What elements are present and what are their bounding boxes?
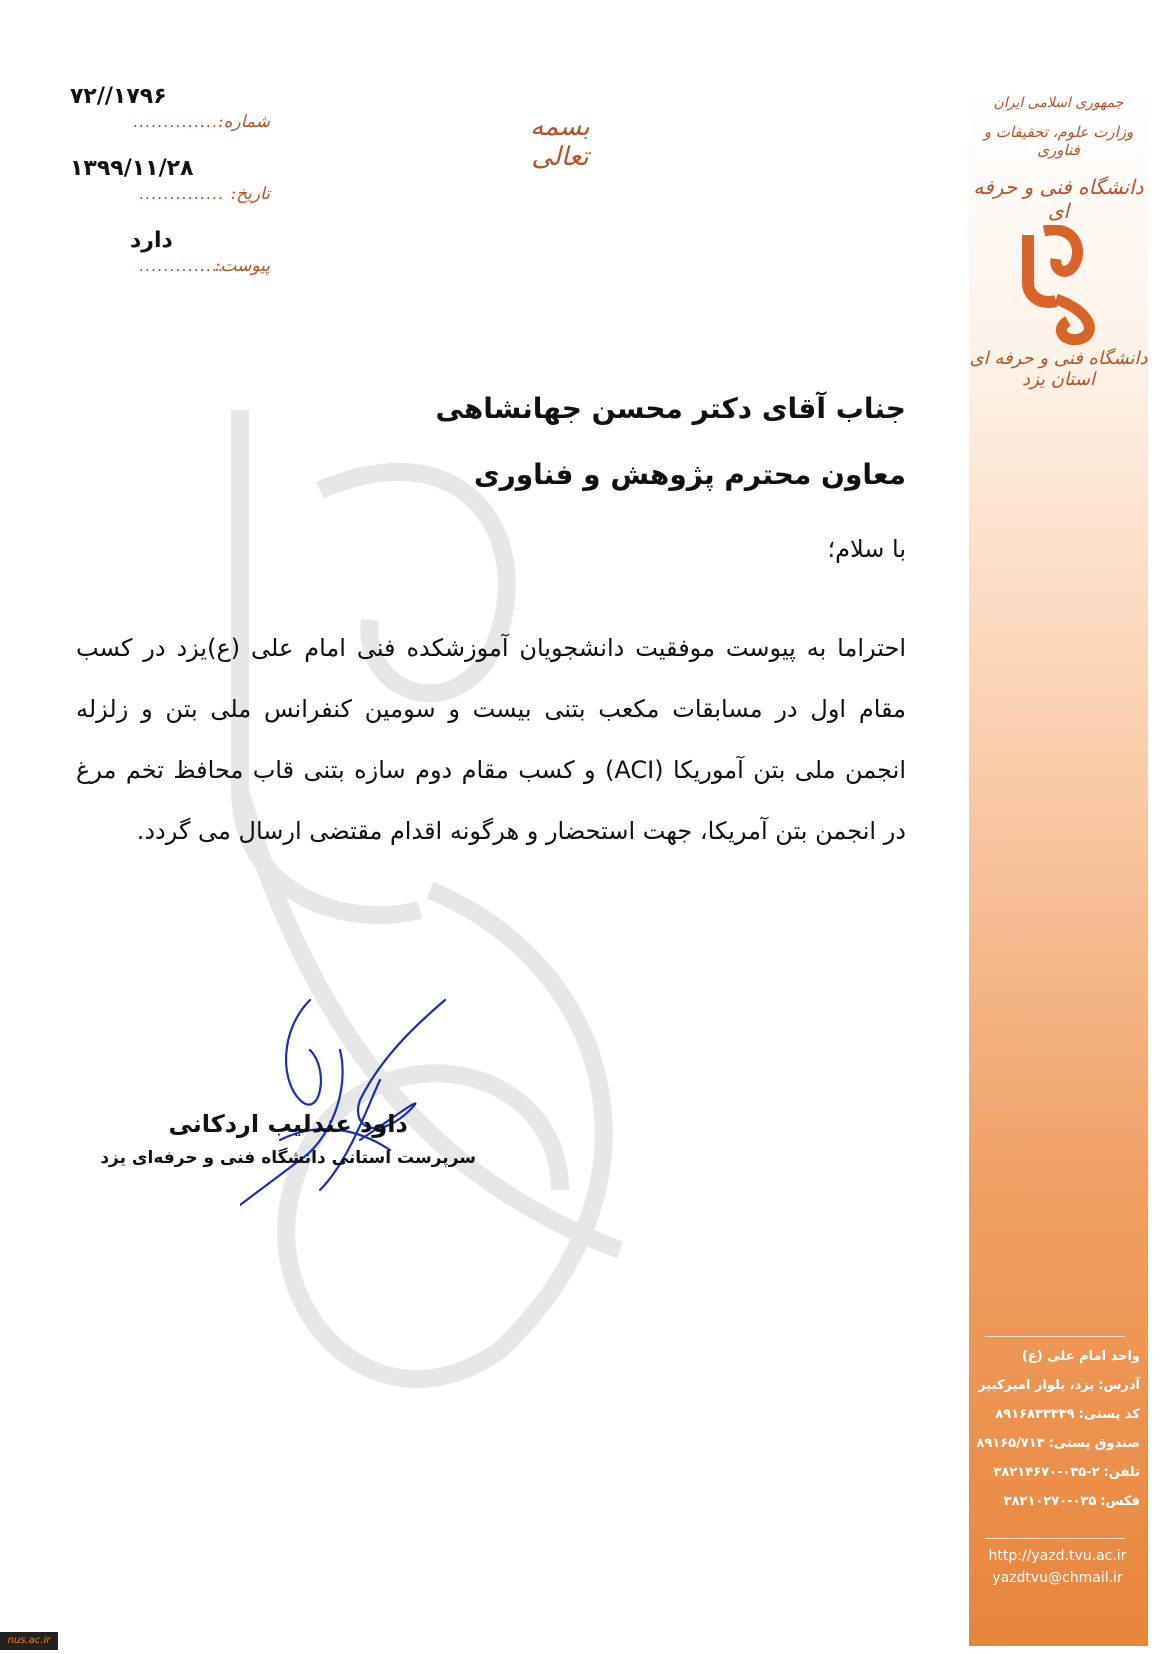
greeting: با سلام؛ (827, 535, 906, 563)
meta-date: تاریخ: .............. ۱۳۹۹/۱۱/۲۸ (70, 156, 270, 204)
recipient-name: جناب آقای دکتر محسن جهانشاهی (435, 392, 906, 425)
contact-pobox: صندوق پستی:۸۹۱۶۵/۷۱۳ (976, 1436, 1140, 1451)
letter-attachment: دارد (130, 228, 173, 253)
recipient-block (435, 376, 906, 508)
contact-block (975, 1342, 1140, 1516)
contact-fax: فکس:۰۳۵-۳۸۲۱۰۲۷۰ (1003, 1494, 1140, 1509)
website-link[interactable]: http://yazd.tvu.ac.ir (988, 1548, 1127, 1564)
letter-meta (60, 82, 270, 298)
university-province: دانشگاه فنی و حرفه ای استان یزد (969, 348, 1148, 390)
ministry-line2: وزارت علوم، تحقیقات و فناوری (983, 123, 1134, 159)
watermark-logo-icon (200, 370, 700, 1430)
web-block (975, 1545, 1140, 1589)
contact-phone: تلفن:۲-۰۳۵-۳۸۲۱۴۶۷۰ (993, 1465, 1140, 1480)
contact-divider (985, 1336, 1125, 1337)
letterhead-block (969, 95, 1148, 223)
letter-body: احتراما به پیوست موفقیت دانشجویان آموزشکده فنی امام علی (ع)یزد در کسب مقام اول در مسابقات مکعب بتنی بیست و سومین کنفرانس ملی بتن و زلزله انجمن ملی بتن آموریکا (ACI) و کسب مقام دوم سازه بتنی قاب محافظ تخم مرغ در انجمن بتن آمریکا، جهت استحضار و هرگونه اقدام مقتضی ارسال می گردد. (76, 634, 907, 845)
contact-address: آدرس:یزد، بلوار امیرکبیر (978, 1378, 1140, 1393)
email-link[interactable]: yazdtvu@chmail.ir (992, 1570, 1123, 1586)
web-divider (985, 1538, 1125, 1539)
basmala: بسمه تعالی (530, 112, 590, 172)
letter-number: ۷۲//۱۷۹۶ (70, 84, 167, 109)
ministry-line1: جمهوری اسلامی ایران (993, 95, 1124, 111)
signer-title: سرپرست استانی دانشگاه فنی و حرفه‌ای یزد (100, 1148, 476, 1168)
footer-badge: nus.ac.ir (0, 1632, 58, 1650)
signer-name: داود عندلیب اردکانی (168, 1110, 408, 1138)
letter-date: ۱۳۹۹/۱۱/۲۸ (70, 156, 194, 181)
recipient-title: معاون محترم پژوهش و فناوری (473, 458, 906, 491)
university-logo-icon (1020, 225, 1100, 345)
contact-unit: واحد امام علی (ع) (1021, 1349, 1140, 1364)
handwritten-signature (240, 990, 480, 1210)
signer-block (100, 1110, 476, 1168)
contact-postal: کد پستی:۸۹۱۶۸۳۳۳۳۹ (995, 1407, 1140, 1422)
university-name: دانشگاه فنی و حرفه ای (973, 175, 1144, 223)
meta-attachment: پیوست: .............. دارد (130, 228, 270, 276)
meta-number: شماره: ............... ۷۲//۱۷۹۶ (70, 84, 270, 132)
